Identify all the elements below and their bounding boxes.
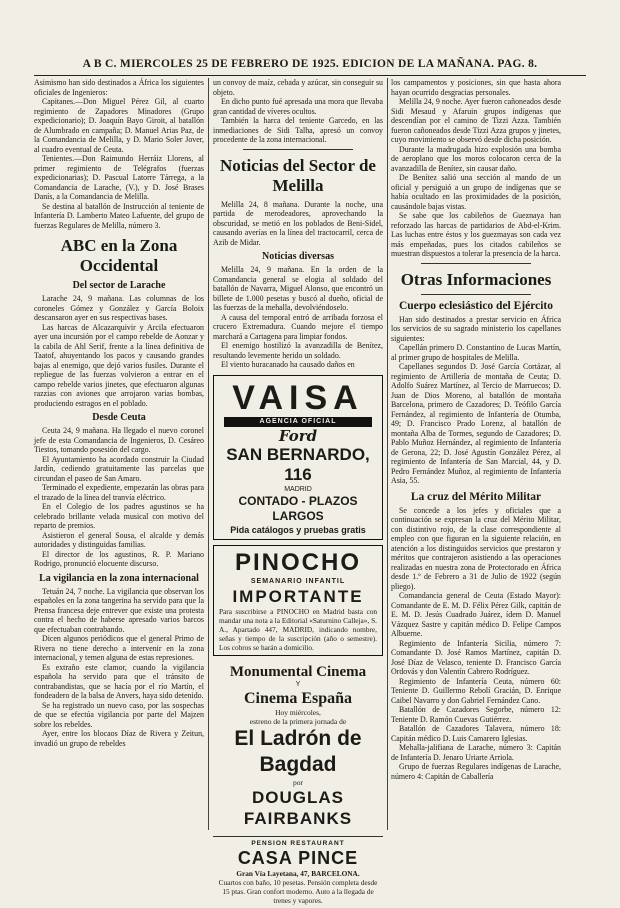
cinema-and: Y	[295, 680, 301, 688]
paragraph: Capitanes.—Don Miguel Pérez Gil, al cuarto regimiento de Zapadores Minadores (Grupo expedicionario); D. Joaquín Bayo Giroit, al batallón de Alumbrado en campaña; D. Manuel Arias Paz, de la Comandancia de Melilla, y D. Mario Soler Jover, al cuadro eventual de Ceuta.	[34, 97, 204, 154]
heading-noticias-diversas: Noticias diversas	[262, 251, 334, 262]
heading-ceuta: Desde Ceuta	[92, 412, 146, 423]
paragraph: El enemigo hostilizó la avanzadilla de Benítez, resultando levemente herido un soldado.	[213, 341, 383, 360]
heading-larache: Del sector de Larache	[72, 280, 166, 291]
paragraph: Melilla 24, 9 mañana. En la orden de la Comandancia general se elogia al soldado del batallón de Navarra, Miguel Alonso, que encontró un billete de 1.000 pesetas y buscó al dueño, oficial de las fuerzas de la mehalla, devolviéndoselo.	[213, 265, 383, 312]
film-star: DOUGLAS FAIRBANKS	[243, 787, 353, 828]
paragraph: Se destina al batallón de Instrucción al teniente de Infantería D. Lamberto Mateo Lafuente, del grupo de fuerzas Regulares de Melilla, número 3.	[34, 201, 204, 230]
cinema-name-2: Cinema España	[243, 689, 353, 707]
advertisement-cinema	[213, 661, 383, 831]
paragraph: Asimismo han sido destinados a África los siguientes oficiales de Ingenieros:	[34, 78, 204, 97]
paragraph: Se ha registrado un nuevo caso, por las sospechas de que se efectúa vigilancia por parte del Majzen sobre los rebeldes.	[34, 700, 204, 729]
paragraph: Batallón de Cazadores Segorbe, número 12: Teniente D. Ramón Cuevas Gutiérrez.	[391, 705, 561, 724]
column-divider	[387, 78, 388, 830]
paragraph: El Ayuntamiento ha acordado construir la Ciudad Jardín, cediendo gratuitamente las parcelas que circundan el paseo de San Amaro.	[34, 454, 204, 483]
paragraph: También la harca del teniente Garcedo, en las inmediaciones de Sidi Talha, apresó un convoy procedente de la zona internacional.	[213, 116, 383, 144]
paragraph: los campamentos y posiciones, sin que hasta ahora hayan ocurrido desgracias personales.	[391, 78, 561, 97]
paragraph: Tetuán 24, 7 noche. La vigilancia que observan los españoles en la zona tangerina ha servido para que la Prensa francesa deje entrever que existe una protesta contra el hecho de haberse apresado varios barcos que efectuaban contrabando.	[34, 586, 204, 634]
page-masthead: A B C. MIERCOLES 25 DE FEBRERO DE 1925. EDICION DE LA MAÑANA. PAG. 8.	[82, 58, 538, 70]
paragraph: Asistieron el general Sousa, el alcalde y demás autoridades y distinguidas familias.	[34, 530, 204, 549]
paragraph: Regimiento de Infantería Ceuta, número 60: Teniente D. Guillermo Rebolí Gracián, D. Enrique Caibel Navarro y don Gabriel Fernández Cano.	[391, 676, 561, 705]
divider	[421, 294, 531, 295]
cinema-premiere: estreno de la primera jornada de	[249, 716, 347, 726]
paragraph: Capellanes segundos D. José García Cortázar, al regimiento de Artillería de montaña de Ceuta; D. Adolfo Suárez Martínez, al Tercio de Marruecos; D. Juan de Dios Moreno, al batallón de montaña Barcelona, primero de Cazadores; D. Teófilo García Fernández, al regimiento de Infantería de Otumba, 49; D. Francisco Prado Lorenz, al batallón de montaña Alba de Tormes, segundo de Cazadores; D. Pablo Muñoz Hernández, al regimiento de Infantería de Gerona, 22; D. José Agustín González Pérez, al regimiento de Infantería de San Marcial, 44, y D. Pedro Fernández Muñoz, al regimiento de Infantería Asia, 55.	[391, 362, 561, 485]
pension-tag: PENSION RESTAURANT	[251, 839, 345, 847]
pinocho-title: PINOCHO	[234, 548, 361, 576]
column-2	[213, 78, 383, 905]
vaisa-logo: VAISA	[232, 378, 364, 417]
advertisement-vaisa	[213, 375, 383, 540]
heading-cruz-merito-militar: La cruz del Mérito Militar	[410, 490, 542, 503]
paragraph: En el Colegio de los padres agustinos se ha celebrado brillante velada musical con motivo del reparto de premios.	[34, 502, 204, 530]
paragraph: Tenientes.—Don Raimundo Herráiz Llorens, al primer regimiento de Telégrafos (fuerzas expedicionarias); D. Pascual Latorre Tárrega, a la Comandancia de Larache, (V.), y D. José Brases Danís, a la Comandancia de Melilla.	[34, 154, 204, 201]
advertisement-pension	[213, 836, 383, 908]
paragraph: Durante la madrugada hizo explosión una bomba de aeroplano que los moros colocaron cerca de la avanzadilla de Benítez, sin causar daño.	[391, 144, 561, 173]
paragraph: Ayer, entre los blocaos Díaz de Rivera y Zeitun, invadió un grupo de rebeldes	[34, 729, 204, 748]
divider	[243, 149, 353, 150]
paragraph: El director de los agustinos, R. P. Mariano Rodrigo, pronunció elocuente discurso.	[34, 549, 204, 568]
paragraph: Melilla 24, 9 noche. Ayer fueron cañoneados desde Sidi Mesaud y Afaruin grupos indígenas que descendían por el camino de Tizzi Azza. También fueron cañoneados desde Tizzi Azza grupos y jinetes, cuyo movimiento se observó desde dicha posición.	[391, 97, 561, 144]
pinocho-headline: IMPORTANTE	[232, 586, 364, 606]
paragraph: Melilla 24, 8 mañana. Durante la noche, una partida de merodeadores, aprovechando la obscuridad, se metió en los poblados de Beni-Sidel, causando averías en la línea del tractocarril, cerca de Azib de Midar.	[213, 199, 383, 247]
divider	[421, 263, 531, 264]
paragraph: Terminado el expediente, empezarán las obras para el trazado de la línea del tranvía eléctrico.	[34, 483, 204, 502]
paragraph: Han sido destinados a prestar servicio en África los servicios de su sagrado ministerio los capellanes siguientes:	[391, 314, 561, 343]
section-banner-abc-zona-occidental: ABC en la Zona Occidental	[60, 236, 178, 275]
vaisa-band: AGENCIA OFICIAL	[224, 417, 372, 427]
pinocho-subtitle: SEMANARIO INFANTIL	[250, 577, 346, 585]
paragraph: un convoy de maíz, cebada y azúcar, sin conseguir su objeto.	[213, 78, 383, 97]
paragraph: Batallón de Cazadores Talavera, número 18: Capitán médico D. Luis Camarero Iglesias.	[391, 724, 561, 743]
paragraph: Las harcas de Alcazarquivir y Arcila efectuaron ayer una incursión por el campo rebelde de Aonzar y la cabila de Ahl Serif, frente a la línea definitiva de Taatof, ahuyentando los pacos y causando grandes bajas al enemigo, que dejó varios fusiles. Durante el repliegue de las fuerzas volvieron a entrar en el campo rebelde varios jinetes, que efectuaron algunas razzias con aviones que arrojaron varias bombas, produciendo estragos en el poblado.	[34, 322, 204, 408]
paragraph: Regimiento de Infantería Sicilia, número 7: Comandante D. José Ramos Martínez, capitán D. José Díaz de Velasco, teniente D. Francisco García Ordovás y don Valentín Cabrero Rodríguez.	[391, 638, 561, 676]
pension-address: Gran Vía Layetana, 47, BARCELONA.	[236, 868, 360, 878]
paragraph: Mehalla-jalifiana de Larache, número 3: Capitán de Infantería D. Jenaro Uriarte Arriola.	[391, 743, 561, 762]
paragraph: Capellán primero D. Constantino de Lucas Martín, al primer grupo de hospitales de Melilla.	[391, 343, 561, 362]
section-banner-otras-informaciones: Otras Informaciones	[400, 269, 552, 289]
cinema-by: por	[293, 777, 303, 787]
paragraph: Ceuta 24, 9 mañana. Ha llegado el nuevo coronel jefe de esta Comandancia de Ingenieros, D. Cesáreo Tiestos, tomando posesión del cargo.	[34, 426, 204, 454]
vaisa-city: MADRID	[284, 485, 312, 493]
advertisement-pinocho	[213, 545, 383, 656]
paragraph: Comandancia general de Ceuta (Estado Mayor): Comandante de E. M. D. Félix Pérez Gilk, capitán de E. M. D. Jesús Cuadrado Juárez, ídem D. Manuel Vázquez Sastre y capitán médico D. Felipe Campos Albuerne.	[391, 591, 561, 638]
ford-logo: Ford	[278, 426, 318, 445]
pension-name: CASA PINCE	[237, 847, 359, 868]
cinema-name-1: Monumental Cinema	[229, 663, 367, 680]
paragraph: En dicho punto fué apresada una mora que llevaba gran cantidad de víveres ocultos.	[213, 97, 383, 116]
paragraph: Larache 24, 9 mañana. Las columnas de los coroneles Gómez y González y García Boloix descansaron ayer en sus respectivas bases.	[34, 294, 204, 322]
column-3	[391, 78, 561, 833]
paragraph: De Benítez salió una sección al mando de un oficial y persiguió a un grupo de indígenas que se había ocultado en las proximidades de la posición, causándole bajas vistas.	[391, 173, 561, 211]
film-title: El Ladrón de Bagdad	[234, 726, 362, 776]
masthead-rule	[34, 75, 586, 76]
column-1	[34, 78, 204, 833]
paragraph: Se sabe que los cabileños de Gueznaya han reforzado las harcas de partidarios de Abd-el-Krim. Las luchas entre éstos y los guezmayas son cada vez más empeñadas, pues los citados cabileños se muestran dispuestos a tolerar la presencia de la harca.	[391, 211, 561, 258]
vaisa-cta: Pida catálogos y pruebas gratis	[230, 524, 366, 535]
heading-vigilancia: La vigilancia en la zona internacional	[39, 572, 199, 584]
paragraph: El viento huracanado ha causado daños en	[221, 360, 355, 369]
paragraph: A causa del temporal entró de arribada forzosa el crucero Extremadura. Cuando mejore el tiempo marchará a Cartagena para limpiar fondos.	[213, 312, 383, 341]
pension-info: Cuartos con baño, 10 pesetas. Pensión completa desde 15 ptas. Gran confort moderno. Auto a la llegada de trenes y vapores.	[218, 877, 378, 905]
section-banner-melilla: Noticias del Sector de Melilla	[220, 155, 376, 195]
heading-cuerpo-eclesiastico: Cuerpo eclesiástico del Ejército	[398, 299, 554, 312]
pinocho-body: Para suscribirse a PINOCHO en Madrid basta con mandar una nota a la Editorial «Saturnino Calleja», S. A., Apartado 447, MADRID, indicando nombre, señas y tiempo de la suscripción (año o semestre). Los cobros se harán a domicilio.	[219, 606, 377, 652]
cinema-date: Hoy miércoles,	[275, 707, 321, 717]
paragraph: Dicen algunos periódicos que el general Primo de Rivera no tiene derecho a intervenir en la zona internacional, y temen alguna de estas represiones.	[34, 634, 204, 662]
vaisa-terms: CONTADO - PLAZOS LARGOS	[238, 493, 358, 523]
paragraph: Grupo de fuerzas Regulares indígenas de Larache, número 4: Capitán de Caballería	[391, 762, 561, 781]
vaisa-address: SAN BERNARDO, 116	[226, 444, 370, 484]
column-divider	[208, 78, 209, 830]
paragraph: Es extraño este clamor, cuando la vigilancia española ha servido para que el tránsito de contrabandistas, que se hacía por el río Martín, el fondeadero de la balsa de Anvers, haya sido detenido.	[34, 662, 204, 700]
paragraph: Se concede a los jefes y oficiales que a continuación se expresan la cruz del Mérito Militar, con distintivo rojo, de la clase correspondiente al empleo con que figuran en la siguiente relación, en atención a los distinguidos servicios que prestaron y méritos que contrajeron asistiendo a las operaciones realizadas en nuestra zona de Protectorado en África desde 1.º de Febrero a 31 de Julio de 1922 (según pliego).	[391, 505, 561, 591]
